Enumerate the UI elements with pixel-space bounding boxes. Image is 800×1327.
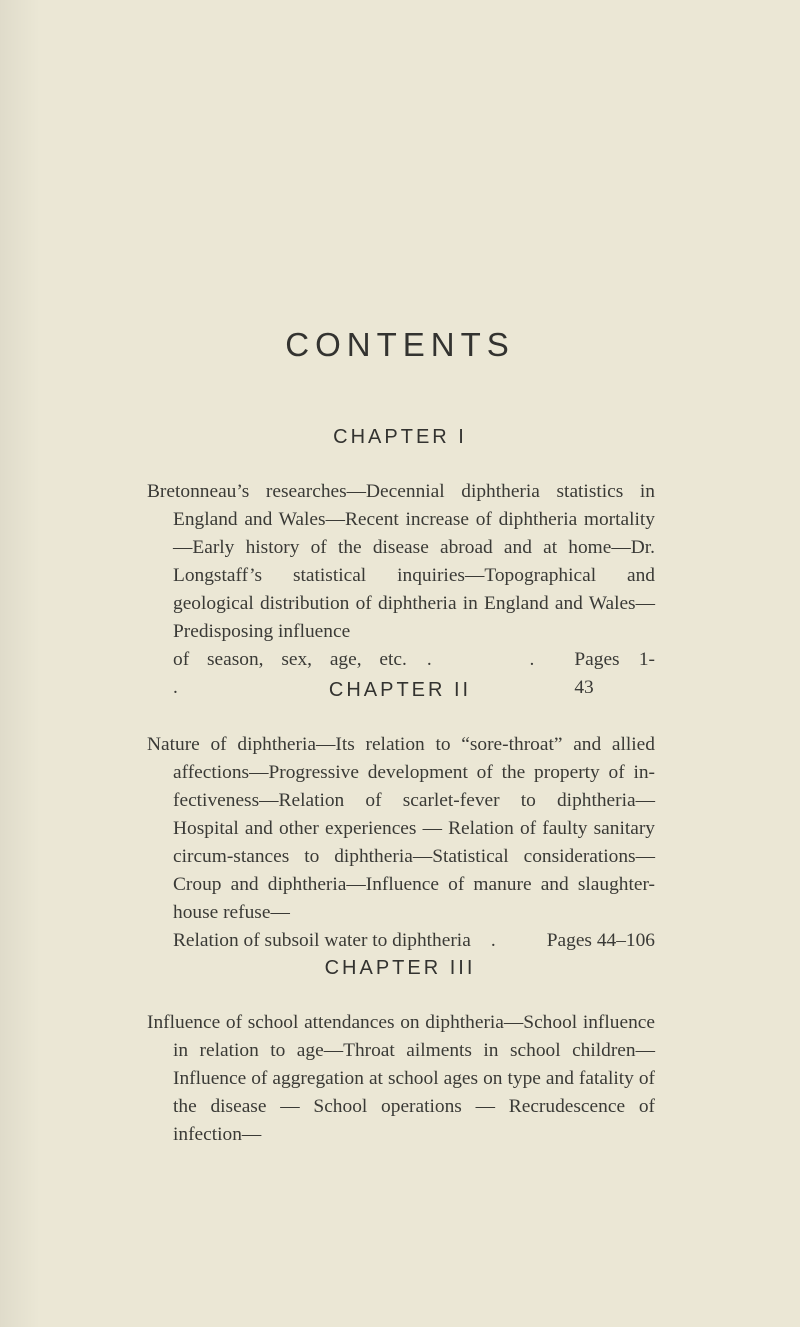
chapter-2-summary [147, 731, 655, 955]
contents-title: CONTENTS [285, 326, 515, 363]
chapter-2-last-line [173, 927, 655, 955]
chapter-3-heading: CHAPTER III [324, 957, 476, 979]
chapter-1-pages: Pages 1-43 [574, 649, 655, 698]
chapter-2-pages: Pages 44–106 [546, 930, 655, 951]
chapter-1-text: Bretonneau’s researches—Decennial diphtheria statistics in England and Wales—Recent increase of diphtheria mortality—Early history of the disease abroad and at home—Dr. Longstaff’s statistical inquiries—Topographical and geological distribution of diphtheria in England and Wales—Predisposing influence [147, 481, 655, 642]
chapter-1-leader: . . . [173, 649, 575, 698]
chapter-2-text: Nature of diphtheria—Its relation to “sore-throat” and allied affections—Progressive development of the property of in-fectiveness—Relation of scarlet-fever to diphtheria—Hospital and other experiences — Relation of faulty sanitary circum-stances to diphtheria—Statistical considerations—Croup and diphtheria—Influence of manure and slaughter-house refuse— [147, 734, 655, 923]
chapter-2-last-text: Relation of subsoil water to diphtheria [173, 930, 471, 951]
chapter-2-leader: . [490, 930, 536, 951]
chapter-1-last-text: of season, sex, age, etc. [173, 649, 407, 670]
chapter-3-text: Influence of school attendances on diphtheria—School influence in relation to age—Throat ailments in school children—Influence of aggregation at school ages on type and fatality of the disease — School operations — Recrudescence of infection— [147, 1012, 655, 1145]
chapter-3-summary [147, 1009, 655, 1149]
chapter-1-summary [147, 478, 655, 702]
chapter-2-heading: CHAPTER II [328, 679, 472, 701]
chapter-1-heading: CHAPTER I [333, 426, 467, 448]
